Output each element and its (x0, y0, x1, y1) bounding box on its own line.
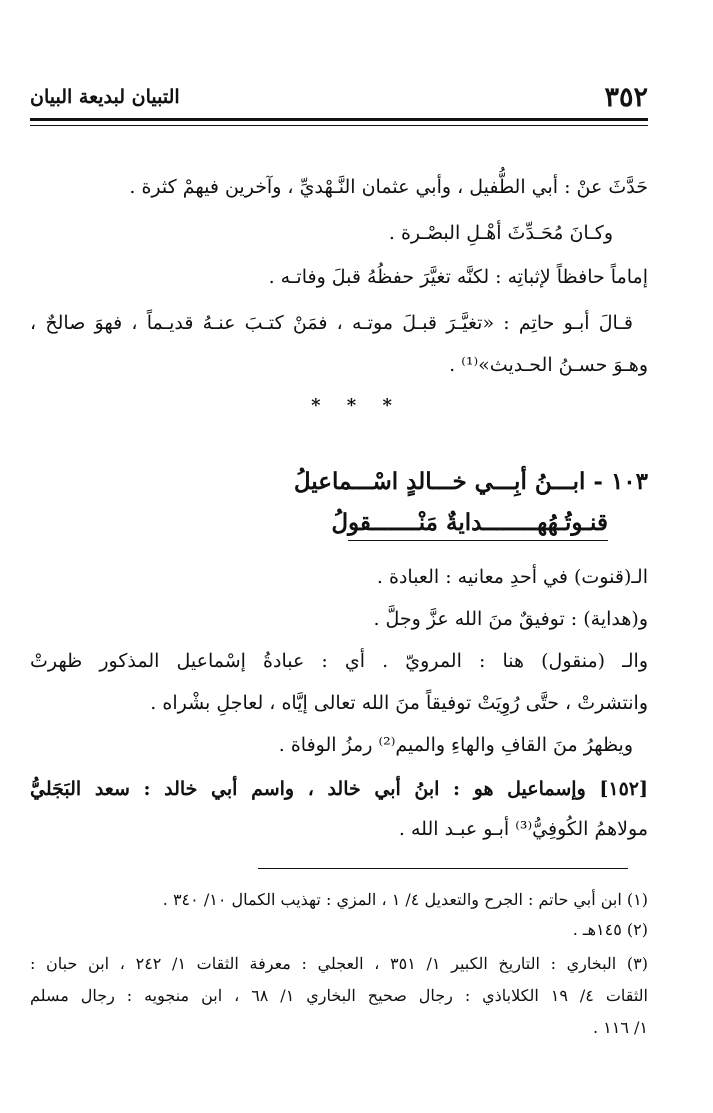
footnote: (٣) البخاري : التاريخ الكبير ١/ ٣٥١ ، العجلي : معرفة الثقات ١/ ٢٤٢ ، ابن حبان : (30, 954, 648, 973)
body-line: حَدَّثَ عنْ : أبي الطُّفيل ، وأبي عثمان النَّـهْديِّ ، وآخرين فيهمْ كثرة . (129, 176, 648, 198)
running-title: التبيان لبديعة البيان (30, 86, 180, 108)
body-line: إماماً حافظاً لإثباتِه : لكنَّه تغيَّرَ حفظُهُ قبلَ وفاتـه . (268, 266, 648, 288)
header-rule-thick (30, 118, 648, 121)
body-line: ويظهرُ منَ القافِ والهاءِ والميم⁽²⁾ رمزُ الوفاة . (278, 734, 633, 756)
verse-line: قنـوتُـهُهــــــــدايةٌ مَنْـــــــقولُ (331, 509, 608, 536)
body-line: [١٥٢] وإسماعيل هو : ابنُ أبي خالد ، واسم أبي خالد : سعد البَجَليُّ (30, 778, 648, 800)
body-line: مولاهمُ الكُوفِيُّ⁽³⁾ أبـو عبـد الله . (398, 818, 648, 840)
body-line: قـالَ أبـو حاتِم : «تغيَّـرَ قبـلَ موتـه ، فمَنْ كتـبَ عنـهُ قديـماً ، فهوَ صالحٌ ، (30, 312, 633, 334)
footnote-rule (258, 868, 628, 869)
section-separator-stars: * * * (311, 395, 402, 416)
body-line: وهـوَ حسـنُ الحـديث»⁽¹⁾ . (449, 354, 648, 376)
entry-heading: ١٠٣ - ابـــنُ أبِـــي خـــالدٍ اسْـــماعيلُ (293, 468, 648, 495)
footnote: (٢) ١٤٥هـ . (572, 920, 648, 939)
body-line: الـ(قنوت) في أحدِ معانيه : العبادة . (376, 566, 648, 588)
page-number: ٣٥٢ (604, 82, 648, 113)
body-line: وكـانَ مُحَـدِّثَ أهْـلِ البصْـرة . (388, 222, 613, 244)
page-header (30, 82, 648, 112)
body-line: و(هداية) : توفيقٌ منَ الله عزَّ وجلَّ . (373, 608, 648, 630)
body-line: وانتشرتْ ، حتَّى رُوِيَتْ توفيقاً منَ الله تعالى إيَّاه ، لعاجلِ بشْراه . (150, 692, 648, 714)
footnote: ١/ ١١٦ . (592, 1018, 648, 1037)
body-line: والـ (منقول) هنا : المرويّ . أي : عبادةُ إسْماعيل المذكور ظهرتْ (30, 650, 648, 672)
verse-underline (348, 540, 608, 541)
footnote: (١) ابن أبي حاتم : الجرح والتعديل ٤/ ١ ، المزي : تهذيب الكمال ١٠/ ٣٤٠ . (162, 890, 648, 909)
footnote: الثقات ٤/ ١٩ الكلاباذي : رجال صحيح البخاري ١/ ٦٨ ، ابن منجويه : رجال مسلم (30, 986, 649, 1005)
header-rule-thin (30, 125, 648, 126)
